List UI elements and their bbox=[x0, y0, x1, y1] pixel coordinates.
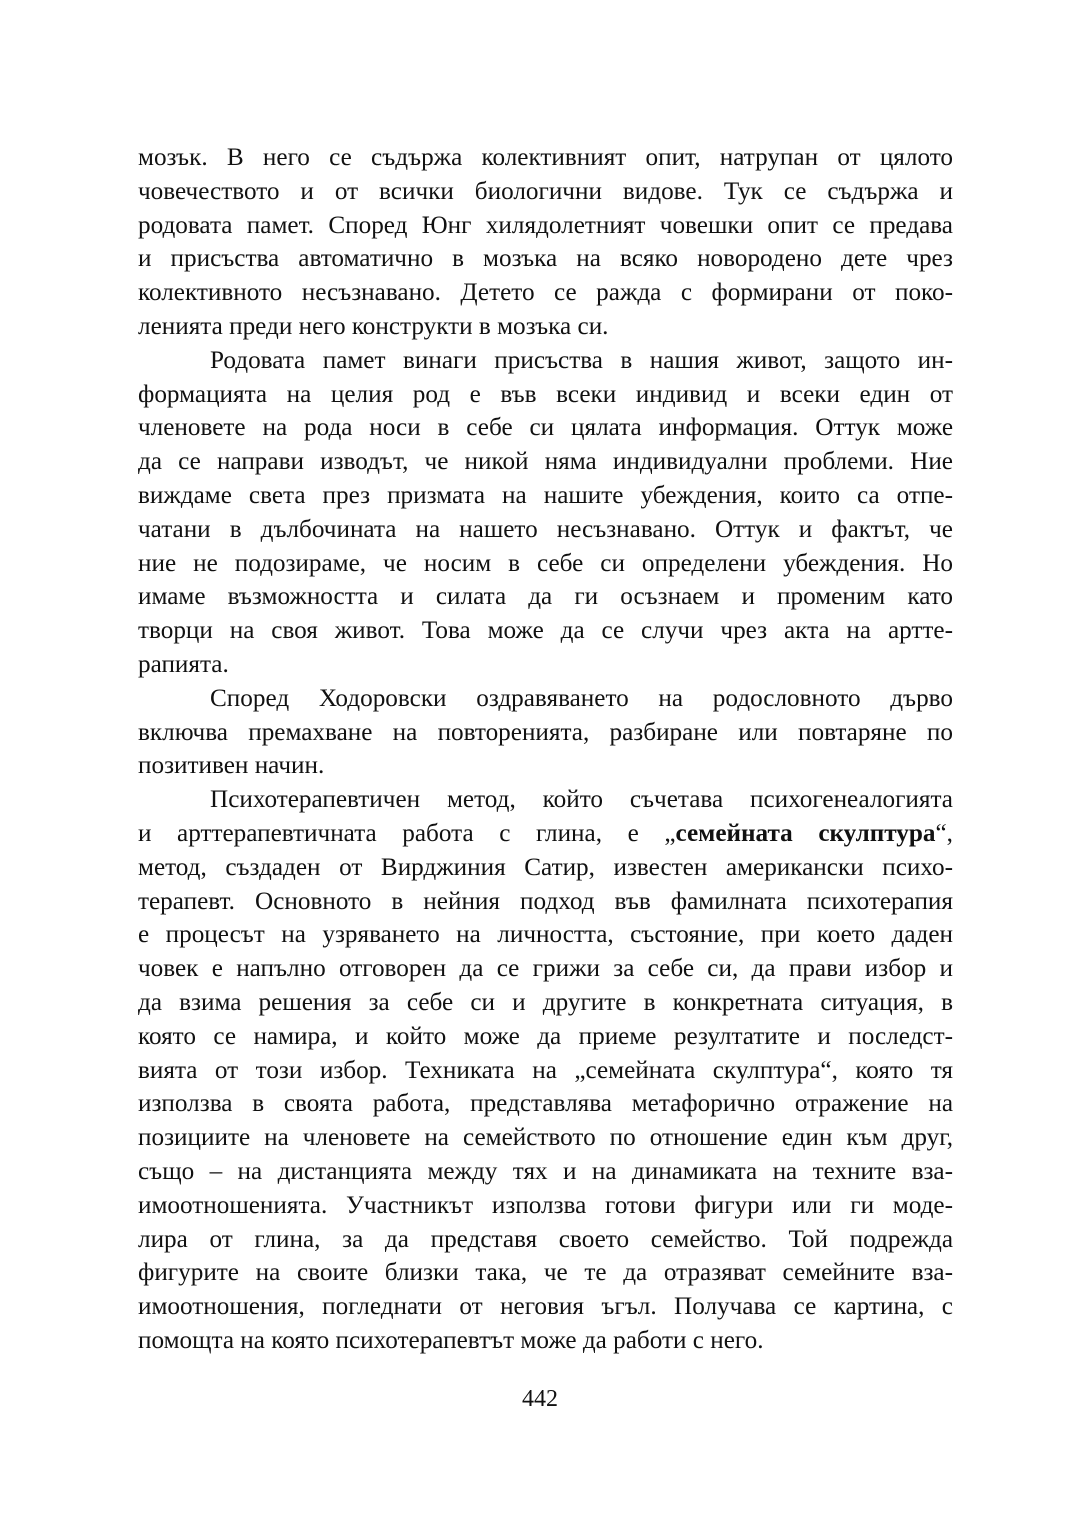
paragraph-3 bbox=[138, 682, 953, 783]
text-line: лира от глина, за да представя своето семейство. Той подрежда bbox=[138, 1225, 953, 1253]
paragraph-4 bbox=[138, 783, 953, 1358]
text-line: чатани в дълбочината на нашето несъзнавано. Оттук и фактът, че bbox=[138, 515, 953, 543]
bold-term: семейната скулптура bbox=[675, 819, 936, 847]
text-line: която се намира, и който може да приеме резултатите и последст- bbox=[138, 1022, 953, 1050]
text-line: терапевт. Основното в нейния подход във фамилната психотерапия bbox=[138, 887, 953, 915]
page-number: 442 bbox=[522, 1386, 558, 1412]
paragraph-2 bbox=[138, 344, 953, 682]
text-line: да взима решения за себе си и другите в конкретната ситуация, в bbox=[138, 988, 953, 1016]
text-line: помощта на която психотерапевтът може да работи с него. bbox=[138, 1326, 764, 1354]
text-line: имоотношенията. Участникът използва готови фигури или ги моде- bbox=[138, 1191, 953, 1219]
text-line: колективното несъзнавано. Детето се ражда с формирани от поко- bbox=[138, 279, 953, 307]
text-line: човек е напълно отговорен да се грижи за себе си, да прави избор и bbox=[138, 955, 953, 983]
text-line: ленията преди него конструкти в мозъка си. bbox=[138, 312, 609, 340]
text-line: имаме възможността и силата да ги осъзнаем и променим като bbox=[138, 583, 953, 611]
text-line: родовата памет. Според Юнг хилядолетният човешки опит се предава bbox=[138, 211, 953, 239]
text-line: и присъства автоматично в мозъка на всяко новородено дете чрез bbox=[138, 245, 953, 273]
text-segment: и арттерапевтичната работа с глина, е „ bbox=[138, 819, 676, 847]
text-line: Психотерапевтичен метод, който съчетава психогенеалогията bbox=[210, 786, 953, 814]
text-line: формацията на целия род е във всеки индивид и всеки един от bbox=[138, 380, 953, 408]
text-line: рапията. bbox=[138, 650, 229, 678]
page-body bbox=[138, 141, 953, 1358]
text-line: използва в своята работа, представлява метафорично отражение на bbox=[138, 1090, 953, 1118]
text-line: творци на своя живот. Това може да се случи чрез акта на арттe- bbox=[138, 617, 953, 645]
text-line: имоотношения, погледнати от неговия ъгъл. Получава се картина, с bbox=[138, 1293, 953, 1321]
text-line: да се направи изводът, че никой няма индивидуални проблеми. Ние bbox=[138, 448, 953, 476]
text-line: ние не подозираме, че носим в себе си определени убеждения. Но bbox=[138, 549, 953, 577]
text-line: Според Ходоровски оздравяването на родословното дърво bbox=[210, 684, 953, 712]
text-line: позициите на членовете на семейството по отношение един към друг, bbox=[138, 1124, 953, 1152]
text-line: вията от този избор. Техниката на „семейната скулптура“, която тя bbox=[138, 1056, 953, 1084]
text-line: е процесът на узряването на личността, състояние, при което даден bbox=[138, 921, 953, 949]
text-line: също – на дистанцията между тях и на динамиката на техните вза- bbox=[138, 1157, 953, 1185]
paragraph-1 bbox=[138, 141, 953, 344]
text-line: позитивен начин. bbox=[138, 752, 325, 780]
text-line: метод, създаден от Вирджиния Сатир, известен американски психо- bbox=[138, 853, 953, 881]
text-line: членовете на рода носи в себе си цялата информация. Оттук може bbox=[138, 414, 953, 442]
text-line: фигурите на своите близки така, че те да отразяват семейните вза- bbox=[138, 1259, 953, 1287]
text-line: виждаме света през призмата на нашите убеждения, които са отпе- bbox=[138, 481, 953, 509]
text-line: мозък. В него се съдържа колективният опит, натрупан от цялото bbox=[138, 144, 953, 171]
text-line: включва премахване на повторенията, разбиране или повтаряне по bbox=[138, 718, 953, 746]
text-line: Родовата памет винаги присъства в нашия живот, защото ин- bbox=[210, 346, 953, 374]
text-segment: “, bbox=[935, 819, 953, 847]
text-line-with-bold-term bbox=[138, 817, 953, 851]
text-line: човечеството и от всички биологични видове. Тук се съдържа и bbox=[138, 177, 953, 205]
